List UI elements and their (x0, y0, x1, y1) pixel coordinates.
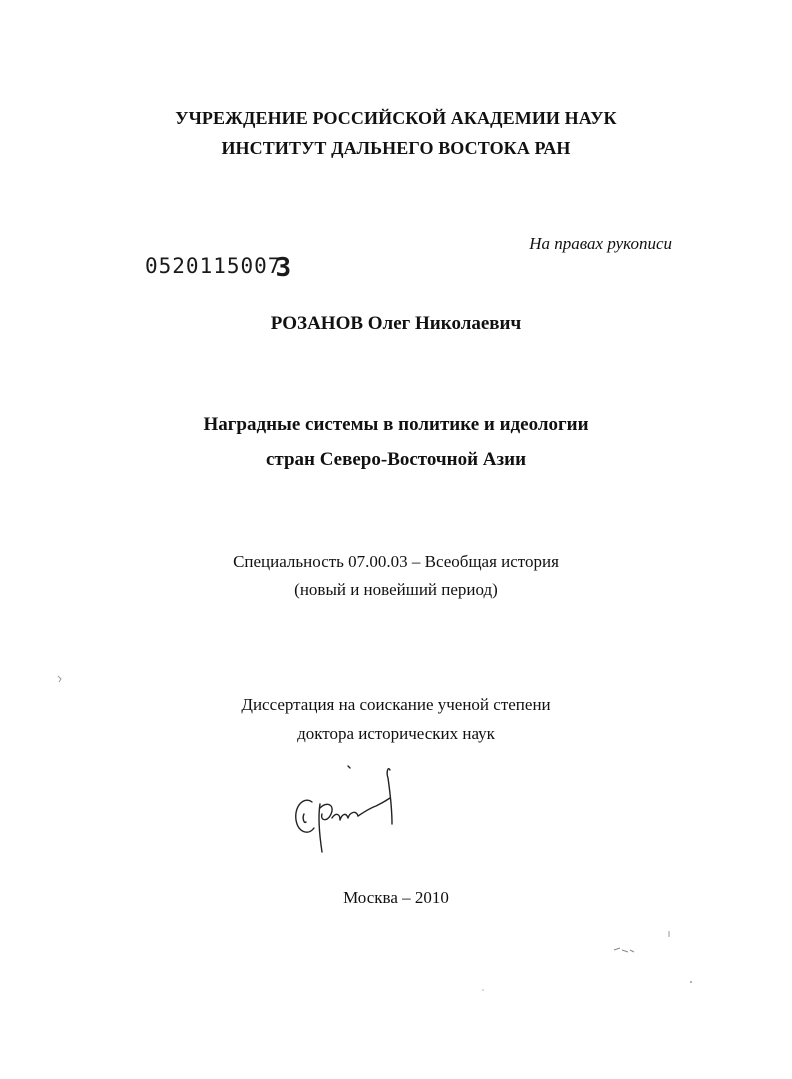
scan-speck (480, 986, 486, 994)
scan-speck (688, 978, 694, 986)
scan-speck (666, 930, 672, 940)
degree-line-1: Диссертация на соискание ученой степени (241, 695, 551, 714)
institution-line-1: УЧРЕЖДЕНИЕ РОССИЙСКОЙ АКАДЕМИИ НАУК (175, 108, 617, 128)
specialty-line-2: (новый и новейший период) (294, 580, 498, 599)
city-and-year: Москва – 2010 (343, 888, 449, 907)
manuscript-rights-note: На правах рукописи (529, 234, 672, 253)
author-signature (282, 758, 412, 858)
degree-line-2: доктора исторических наук (297, 724, 495, 743)
stamp-digit-tail: 3 (275, 253, 293, 283)
scan-speck (612, 944, 638, 956)
registration-stamp-number (145, 250, 293, 283)
thesis-title-line-2: стран Северо-Восточной Азии (265, 449, 527, 470)
thesis-title-line-1: Наградные системы в политике и идеологии (203, 414, 589, 435)
stamp-digits: 0520115007 (145, 254, 282, 278)
institution-line-2: ИНСТИТУТ ДАЛЬНЕГО ВОСТОКА РАН (221, 138, 571, 158)
scan-speck (56, 674, 64, 684)
author-name: РОЗАНОВ Олег Николаевич (270, 313, 522, 334)
specialty-line-1: Специальность 07.00.03 – Всеобщая история (233, 552, 559, 571)
